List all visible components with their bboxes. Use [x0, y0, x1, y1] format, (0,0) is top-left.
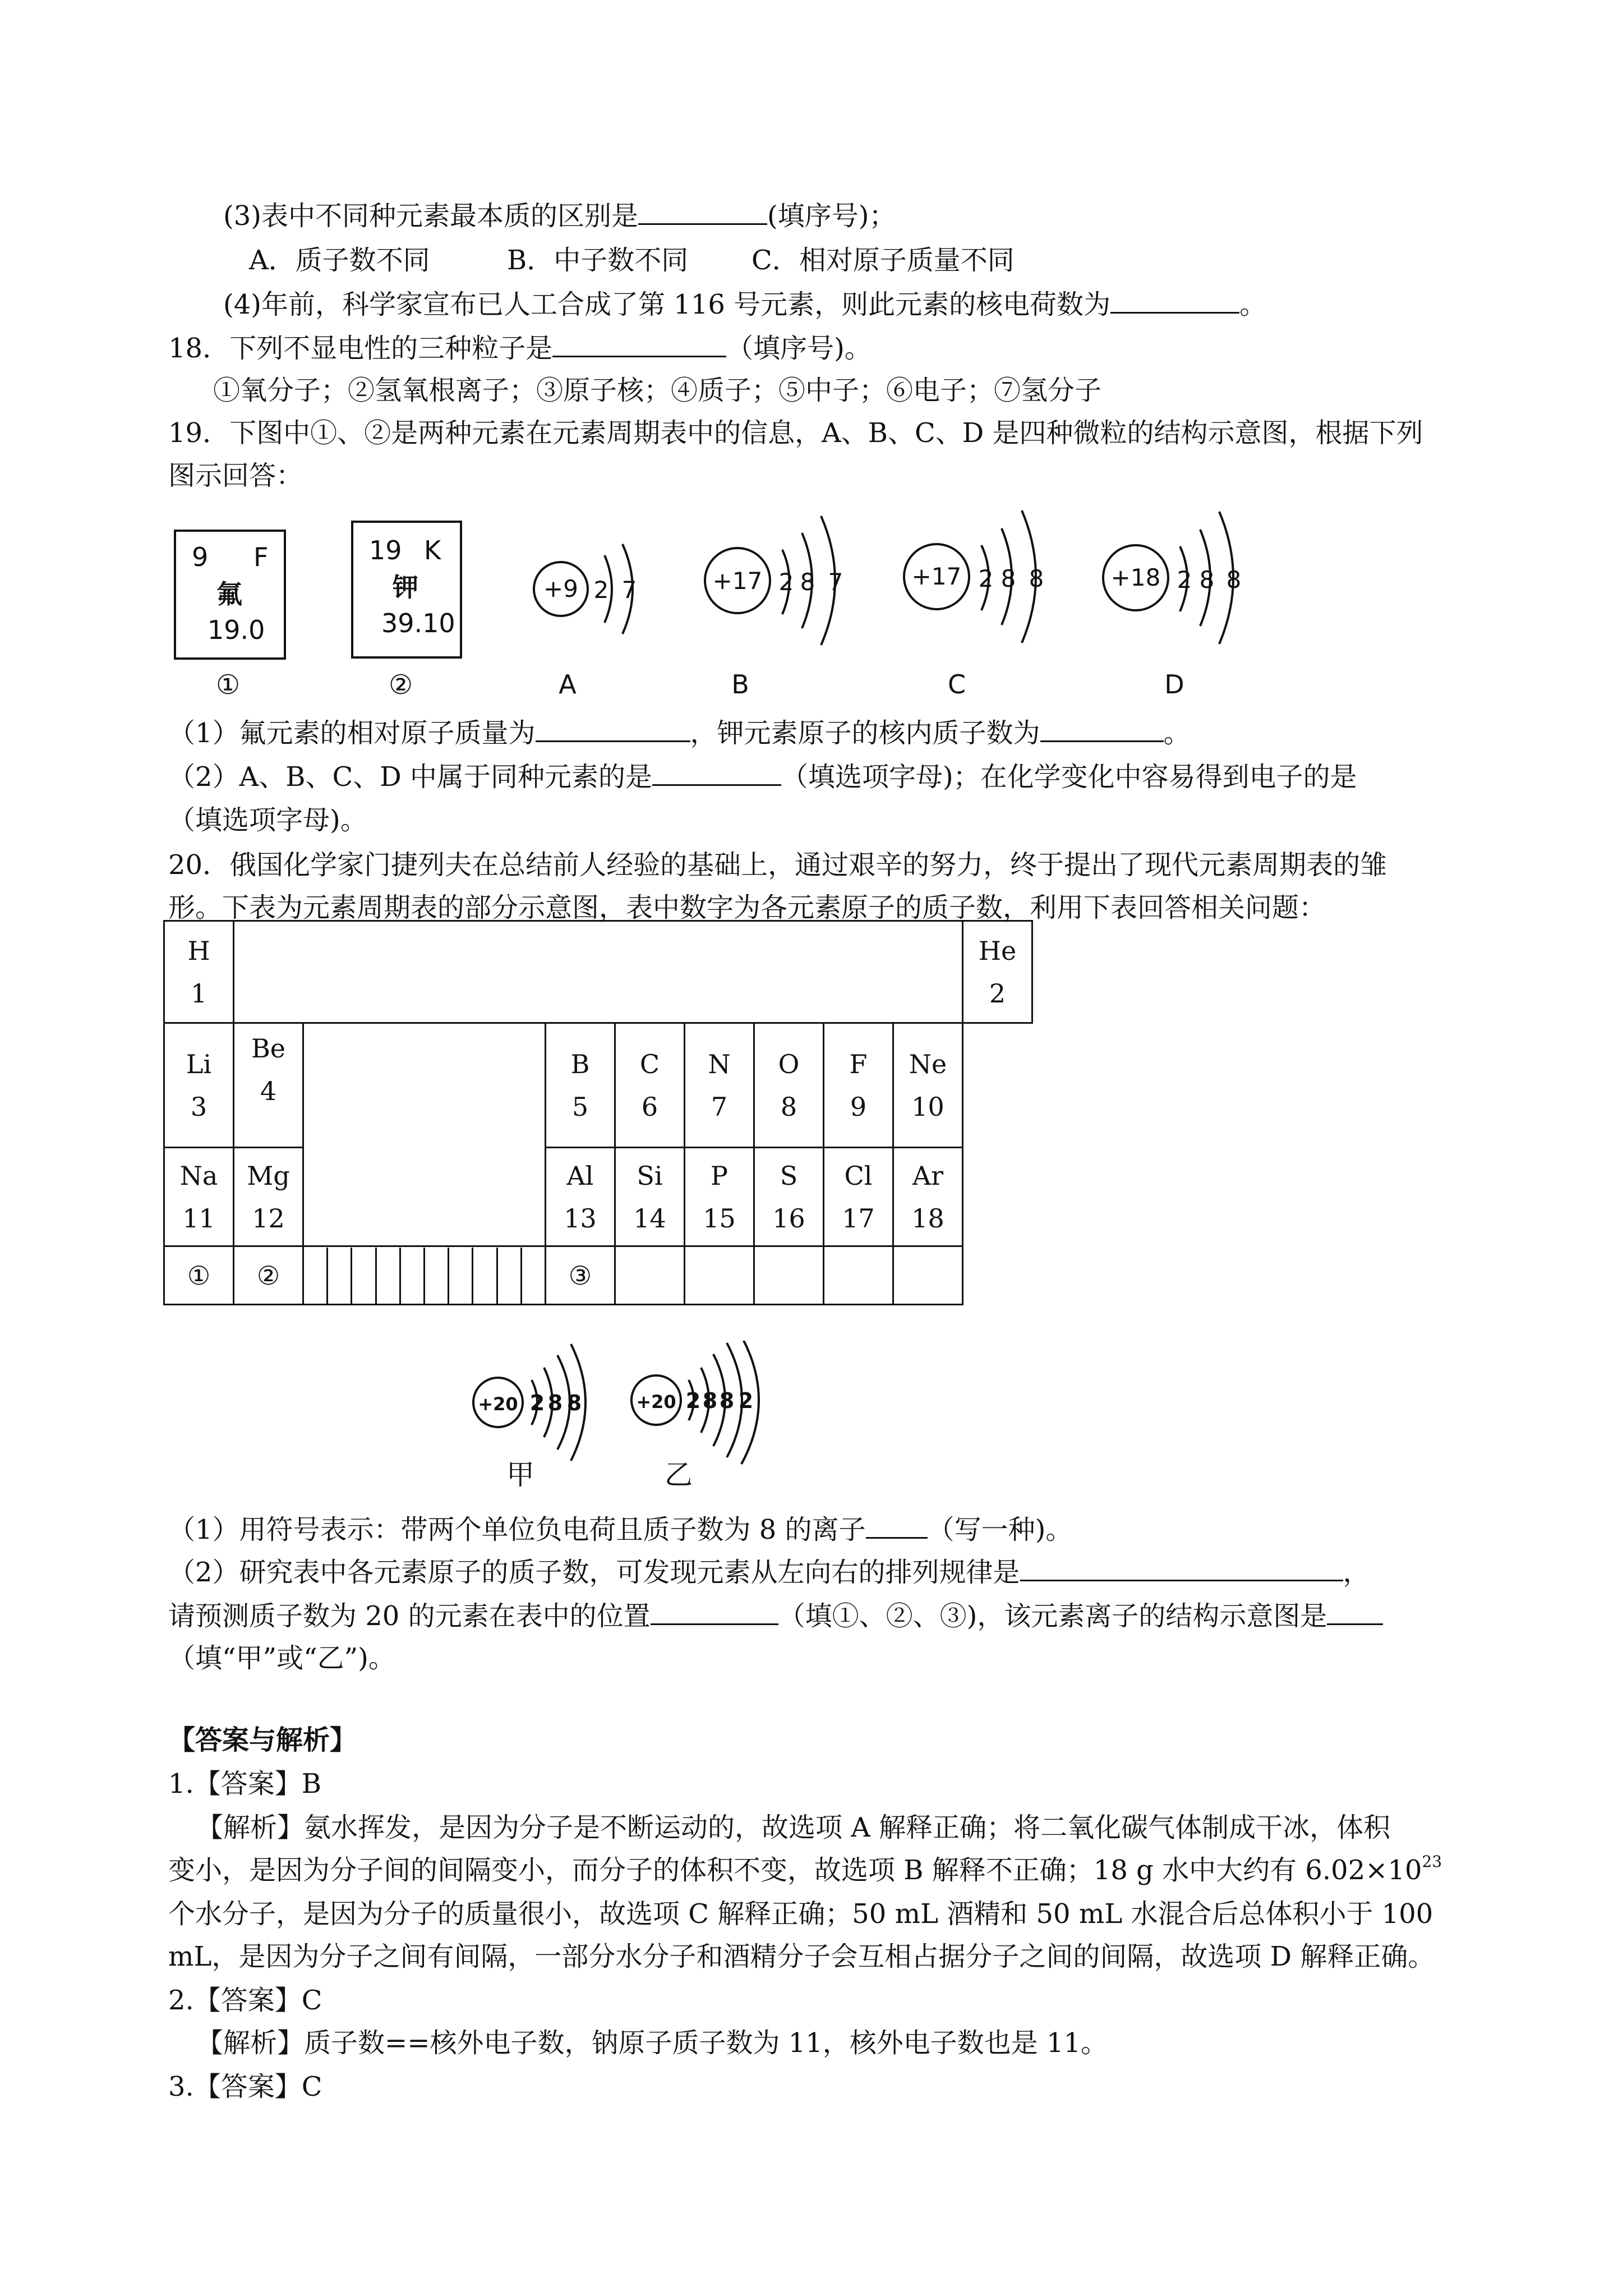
yi-shell: 2 — [738, 1388, 754, 1413]
atom-b-shell: 8 — [800, 568, 815, 596]
pt-cell-mg: Mg 12 — [234, 1148, 303, 1246]
pt-cell-p: P 15 — [685, 1148, 754, 1246]
atom-b-shell: 2 — [778, 568, 794, 596]
q17-option-a: A．质子数不同 — [249, 245, 430, 276]
answer-1-explain-l2: 变小，是因为分子间的间隔变小，而分子的体积不变，故选项 B 解释不正确；18 g 水中大约有 $6.02\times 10^{23}$ — [168, 1852, 1442, 1886]
pt-cell-ar: Ar 18 — [893, 1148, 963, 1246]
answer-blank[interactable] — [1110, 287, 1239, 314]
pt-cell-cl: Cl 17 — [824, 1148, 893, 1246]
q20-sub1: （1）用符号表示：带两个单位负电荷且质子数为 8 的离子 （写一种)。 — [168, 1512, 1072, 1547]
pt-cell-f: F 9 — [824, 1023, 893, 1148]
q20-line1: 20．俄国化学家门捷列夫在总结前人经验的基础上，通过艰辛的努力，终于提出了现代元素周期表的雏 — [168, 849, 1387, 881]
q19-line1: 19．下图中①、②是两种元素在元素周期表中的信息，A、B、C、D 是四种微粒的结构示意图，根据下列 — [168, 417, 1423, 449]
answer-blank[interactable] — [1020, 1555, 1343, 1581]
atom-d-shell: 8 — [1199, 566, 1215, 593]
yi-shell: 8 — [702, 1388, 718, 1413]
atom-d-nucleus: +18 — [1110, 564, 1161, 591]
q19-sub1: （1）氟元素的相对原子质量为 ，钾元素原子的核内质子数为 。 — [168, 716, 1191, 750]
yi-label: 乙 — [665, 1458, 693, 1491]
atom-b-label: B — [731, 669, 749, 700]
answer-blank[interactable] — [652, 760, 781, 786]
atom-c-shell: 8 — [1029, 565, 1044, 592]
pt-cell-be: Be 4 — [234, 1023, 303, 1148]
atom-b-nucleus: +17 — [712, 567, 763, 595]
pt-cell-o: O 8 — [754, 1023, 824, 1148]
q19-sub2-cont: （填选项字母)。 — [168, 804, 367, 836]
atom-c-nucleus: +17 — [911, 563, 962, 590]
q18-items: ①氧分子；②氢氧根离子；③原子核；④质子；⑤中子；⑥电子；⑦氢分子 — [213, 375, 1102, 406]
answer-1-explain-l3: 个水分子，是因为分子的质量很小，故选项 C 解释正确；50 mL 酒精和 50 mL 水混合后总体积小于 100 — [168, 1898, 1433, 1930]
q20-sub2-cont: 请预测质子数为 20 的元素在表中的位置 （填①、②、③)，该元素离子的结构示意图是 — [168, 1599, 1383, 1633]
answer-blank[interactable] — [638, 199, 767, 225]
q20-sub2-end: （填“甲”或“乙”)。 — [168, 1642, 395, 1674]
pt-cell-h: H 1 — [164, 921, 234, 1023]
pt-cell-ne: Ne 10 — [893, 1023, 963, 1148]
answer-blank[interactable] — [552, 331, 726, 357]
pt-cell-empty — [893, 1246, 963, 1305]
atom-a-shell: 2 — [593, 576, 609, 604]
answer-1: 1.【答案】B — [168, 1768, 322, 1800]
pt-cell-empty — [824, 1246, 893, 1305]
pt-cell-si: Si 14 — [615, 1148, 685, 1246]
q19-line2: 图示回答： — [168, 460, 303, 491]
pt-cell-empty — [615, 1246, 685, 1305]
periodic-table — [163, 920, 1033, 1305]
element-box-label-2: ② — [389, 669, 413, 701]
pt-cell-slot-2: ② — [234, 1246, 303, 1305]
atom-c-shell: 2 — [978, 565, 994, 592]
jia-shell: 8 — [547, 1391, 563, 1415]
q20-line2: 形。下表为元素周期表的部分示意图，表中数字为各元素原子的质子数，利用下表回答相关问题： — [168, 892, 1326, 923]
answer-blank[interactable] — [1040, 716, 1164, 742]
pt-transition-row — [303, 1246, 546, 1305]
pt-cell-n: N 7 — [685, 1023, 754, 1148]
atom-d-shell: 2 — [1177, 566, 1192, 593]
element-box-potassium: 19 K 钾 39.10 — [351, 521, 462, 659]
answer-blank[interactable] — [866, 1512, 928, 1539]
pt-transition-gap — [303, 1023, 546, 1246]
q17-option-b: B．中子数不同 — [507, 245, 689, 276]
atom-c-label: C — [947, 669, 966, 700]
q18-question: 18．下列不显电性的三种粒子是 （填序号)。 — [168, 331, 872, 365]
answer-3: 3.【答案】C — [168, 2071, 322, 2102]
jia-nucleus: +20 — [478, 1393, 518, 1415]
answers-heading: 【答案与解析】 — [168, 1724, 357, 1756]
answer-blank[interactable] — [536, 716, 690, 742]
yi-shell: 8 — [719, 1388, 735, 1413]
pt-cell-empty — [685, 1246, 754, 1305]
jia-label: 甲 — [506, 1458, 534, 1491]
pt-cell-c: C 6 — [615, 1023, 685, 1148]
atom-a-nucleus: +9 — [543, 575, 578, 602]
q17-part4: (4)年前，科学家宣布已人工合成了第 116 号元素，则此元素的核电荷数为 。 — [223, 287, 1266, 321]
pt-cell-empty — [754, 1246, 824, 1305]
yi-shell: 2 — [685, 1388, 701, 1413]
atom-b-shell: 7 — [828, 568, 843, 596]
q19-sub2: （2）A、B、C、D 中属于同种元素的是 （填选项字母)；在化学变化中容易得到电子的是 — [168, 760, 1357, 794]
atom-c-shell: 8 — [1000, 565, 1016, 592]
atom-a-shell: 7 — [621, 576, 637, 604]
jia-shell: 2 — [529, 1391, 545, 1415]
element-box-fluorine: 9 F 氟 19.0 — [174, 530, 286, 660]
pt-cell-he: He 2 — [963, 921, 1032, 1023]
atom-structure-diagrams — [0, 494, 1623, 707]
answer-1-explain-l1: 【解析】氨水挥发，是因为分子是不断运动的，故选项 A 解释正确；将二氧化碳气体制成干冰，体积 — [196, 1812, 1391, 1843]
answer-2: 2.【答案】C — [168, 1985, 322, 2016]
q20-sub2: （2）研究表中各元素原子的质子数，可发现元素从左向右的排列规律是 ， — [168, 1555, 1370, 1589]
pt-cell-al: Al 13 — [546, 1148, 615, 1246]
element-box-label-1: ① — [216, 669, 241, 701]
jia-shell: 8 — [566, 1391, 582, 1415]
answer-blank[interactable] — [651, 1599, 778, 1625]
q17-part3: (3)表中不同种元素最本质的区别是 (填序号)； — [223, 199, 896, 233]
pt-cell-s: S 16 — [754, 1148, 824, 1246]
pt-cell-na: Na 11 — [164, 1148, 234, 1246]
answer-2-explain: 【解析】质子数==核外电子数，钠原子质子数为 11，核外电子数也是 11。 — [196, 2027, 1108, 2059]
pt-cell-slot-1: ① — [164, 1246, 234, 1305]
answer-blank[interactable] — [1327, 1599, 1383, 1625]
pt-empty-block — [234, 921, 963, 1023]
yi-nucleus: +20 — [636, 1391, 676, 1412]
atom-a-label: A — [559, 669, 577, 700]
atom-d-shell: 8 — [1226, 566, 1242, 593]
q17-option-c: C．相对原子质量不同 — [751, 245, 1015, 276]
atom-d-label: D — [1164, 669, 1184, 700]
answer-1-explain-l4: mL，是因为分子之间有间隔，一部分水分子和酒精分子会互相占据分子之间的间隔，故选项 D 解释正确。 — [168, 1941, 1435, 1972]
pt-cell-b: B 5 — [546, 1023, 615, 1148]
pt-cell-li: Li 3 — [164, 1023, 234, 1148]
pt-cell-slot-3: ③ — [546, 1246, 615, 1305]
ion-structure-diagrams — [0, 1341, 1623, 1509]
